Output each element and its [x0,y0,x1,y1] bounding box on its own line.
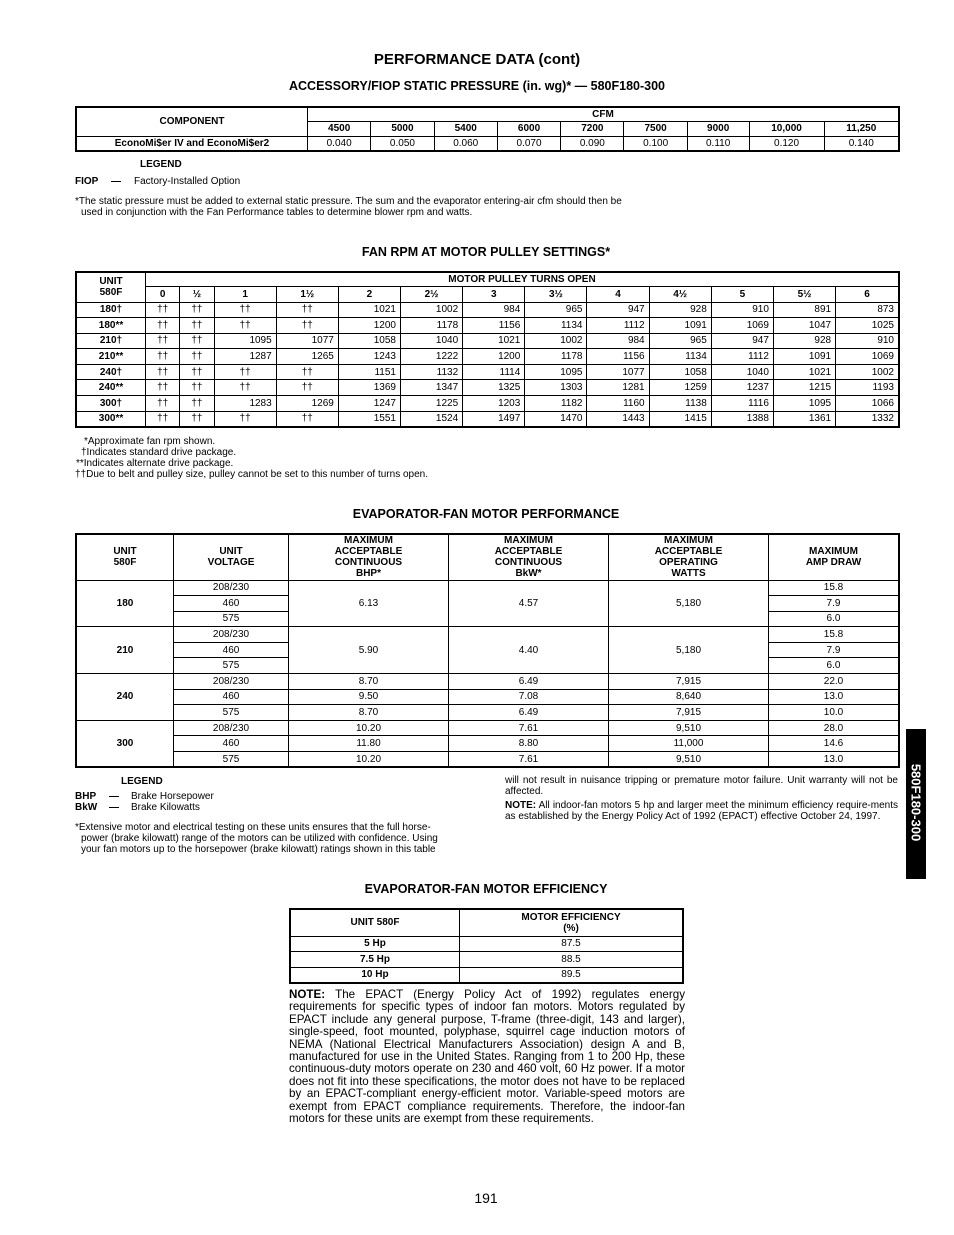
header-line: CONTINUOUS [494,557,563,569]
rpm-cell: 1182 [525,396,587,412]
bhp-cell: 10.20 [289,720,449,736]
static-pressure-table [75,106,900,152]
note-text: All indoor-fan motors 5 hp and larger meet the minimum efficiency require-ments as established by the Energy Policy Act of 1992 (EPACT) effective October 24, 1997. [505,800,898,822]
table-row [76,364,899,380]
rpm-cell: 984 [463,302,525,318]
rpm-cell: 928 [773,333,835,349]
turns-col-header: 0 [146,286,180,302]
amp-cell: 28.0 [769,720,900,736]
bkw-cell: 6.49 [449,705,609,721]
rpm-cell: 1156 [587,349,649,365]
voltage-cell: 460 [174,736,289,752]
watts-cell: 8,640 [609,689,769,705]
component-header: COMPONENT [76,107,308,136]
rpm-cell: 1203 [463,396,525,412]
bhp-cell: 8.70 [289,705,449,721]
rpm-cell: †† [180,318,214,334]
header-line: BkW* [515,568,542,580]
mp-footnote: power (brake kilowatt) range of the motors can be utilized with confidence. Using [81,833,438,844]
rpm-cell: 1116 [711,396,773,412]
bhp-cell: 10.20 [289,752,449,768]
table-row [76,411,899,427]
rpm-cell: 1047 [773,318,835,334]
rpm-cell: 1200 [338,318,400,334]
table-row [76,674,899,690]
voltage-cell: 208/230 [174,674,289,690]
rpm-cell: 1259 [649,380,711,396]
turns-col-header: 6 [836,286,899,302]
legend-definition: Brake Kilowatts [131,802,200,813]
rpm-cell: 1325 [463,380,525,396]
pressure-cell: 0.120 [749,136,824,151]
watts-cell: 5,180 [609,580,769,627]
voltage-cell: 575 [174,611,289,627]
rpm-cell: 1283 [214,396,276,412]
rpm-cell: †† [146,380,180,396]
mp-footnote: your fan motors up to the horsepower (brake kilowatt) ratings shown in this table [81,844,436,855]
bhp-cell: 9.50 [289,689,449,705]
voltage-cell: 575 [174,705,289,721]
mp-header-bkw [449,534,609,580]
turns-col-header: 3½ [525,286,587,302]
rpm-cell: †† [146,349,180,365]
header-line: UNIT [113,546,137,558]
rpm-cell: 1178 [401,318,463,334]
header-line: MOTOR EFFICIENCY [521,911,621,923]
cfm-col: 11,250 [824,121,899,136]
watts-cell: 7,915 [609,705,769,721]
bkw-cell: 7.61 [449,720,609,736]
bkw-cell: 6.49 [449,674,609,690]
amp-cell: 6.0 [769,611,900,627]
pressure-cell: 0.050 [371,136,434,151]
header-line: ACCEPTABLE [654,546,723,558]
voltage-cell: 208/230 [174,580,289,596]
voltage-cell: 460 [174,642,289,658]
header-line: AMP DRAW [805,557,862,569]
rpm-cell: 1066 [836,396,899,412]
rpm-cell: 1021 [773,364,835,380]
unit-cell: 300** [76,411,146,427]
rpm-cell: †† [180,364,214,380]
rpm-cell: 965 [525,302,587,318]
rpm-cell: 1160 [587,396,649,412]
page-number: 191 [474,1190,498,1206]
table-row [76,318,899,334]
amp-cell: 14.6 [769,736,900,752]
rpm-footnote: ††Due to belt and pulley size, pulley cannot be set to this number of turns open. [75,469,428,480]
rpm-cell: 1303 [525,380,587,396]
unit-cell: 180† [76,302,146,318]
rpm-cell: †† [276,380,338,396]
header-line: BHP* [355,568,381,580]
voltage-cell: 208/230 [174,627,289,643]
rpm-cell: 1134 [649,349,711,365]
header-line: OPERATING [659,557,718,569]
voltage-cell: 575 [174,752,289,768]
hp-cell: 5 Hp [290,936,460,952]
motor-performance-table [75,533,900,768]
rpm-cell: 1265 [276,349,338,365]
cfm-col: 7500 [624,121,687,136]
rpm-cell: 1114 [463,364,525,380]
unit-cell: 300† [76,396,146,412]
amp-cell: 22.0 [769,674,900,690]
voltage-cell: 208/230 [174,720,289,736]
watts-cell: 7,915 [609,674,769,690]
header-line: UNIT [219,546,243,558]
static-pressure-heading: ACCESSORY/FIOP STATIC PRESSURE (in. wg)* — 580F180-300 [288,79,665,93]
rpm-cell: 1225 [401,396,463,412]
rpm-cell: 1040 [711,364,773,380]
rpm-cell: †† [146,302,180,318]
rpm-cell: 1132 [401,364,463,380]
cfm-col: 7200 [561,121,624,136]
rpm-cell: 1002 [525,333,587,349]
rpm-cell: 1002 [401,302,463,318]
rpm-cell: †† [180,411,214,427]
rpm-cell: †† [276,411,338,427]
unit-cell: 240† [76,364,146,380]
rpm-cell: 910 [836,333,899,349]
turns-col-header: 4½ [649,286,711,302]
rpm-cell: †† [214,302,276,318]
fan-rpm-table [75,271,900,428]
static-footnote: *The static pressure must be added to external static pressure. The sum and the evaporator entering-air cfm should then be [75,196,622,207]
rpm-cell: †† [276,364,338,380]
legend-title: LEGEND [140,159,182,170]
mp-header-bhp [289,534,449,580]
header-line: 580F [113,557,137,569]
rpm-cell: 1058 [649,364,711,380]
amp-cell: 7.9 [769,596,900,612]
rpm-cell: 928 [649,302,711,318]
eff-header-efficiency [460,909,684,936]
rpm-cell: 1551 [338,411,400,427]
rpm-cell: †† [146,318,180,334]
rpm-cell: 1243 [338,349,400,365]
rpm-cell: 1021 [338,302,400,318]
page-title: PERFORMANCE DATA (cont) [373,51,581,68]
turns-header: MOTOR PULLEY TURNS OPEN [146,272,900,286]
table-row [76,720,899,736]
rpm-cell: 1091 [649,318,711,334]
mp-header-watts [609,534,769,580]
amp-cell: 6.0 [769,658,900,674]
legend-abbr: BHP [75,791,97,802]
rpm-cell: 1069 [711,318,773,334]
rpm-cell: 1388 [711,411,773,427]
pressure-cell: 0.100 [624,136,687,151]
rpm-cell: 1002 [836,364,899,380]
unit-cell: 180 [76,580,174,627]
rpm-cell: 1021 [463,333,525,349]
rpm-cell: 1332 [836,411,899,427]
rpm-cell: 1222 [401,349,463,365]
unit-cell: 180** [76,318,146,334]
rpm-cell: 1470 [525,411,587,427]
legend-definition: Brake Horsepower [131,791,214,802]
turns-col-header: 3 [463,286,525,302]
amp-cell: 13.0 [769,689,900,705]
amp-cell: 13.0 [769,752,900,768]
legend-abbr: FIOP [75,176,99,187]
rpm-cell: 1237 [711,380,773,396]
rpm-cell: †† [276,318,338,334]
epact-note [289,989,685,1125]
header-line: MAXIMUM [809,546,858,558]
mp-note [505,800,898,822]
rpm-cell: 947 [587,302,649,318]
table-row [76,349,899,365]
fan-rpm-heading: FAN RPM AT MOTOR PULLEY SETTINGS* [361,245,611,259]
rpm-cell: †† [146,411,180,427]
rpm-cell: 1095 [525,364,587,380]
voltage-cell: 460 [174,689,289,705]
table-row [76,380,899,396]
note-label: NOTE: [505,800,537,811]
bkw-cell: 8.80 [449,736,609,752]
mp-footnote-continued: will not result in nuisance tripping or premature motor failure. Unit warranty will not be affected. [505,775,898,797]
rpm-cell: 1134 [525,318,587,334]
rpm-cell: 1215 [773,380,835,396]
cfm-col: 6000 [497,121,560,136]
unit-cell: 210** [76,349,146,365]
hp-cell: 10 Hp [290,967,460,983]
watts-cell: 11,000 [609,736,769,752]
bkw-cell: 7.61 [449,752,609,768]
rpm-cell: 1361 [773,411,835,427]
voltage-cell: 460 [174,596,289,612]
cfm-header: CFM [308,107,900,121]
efficiency-cell: 88.5 [460,952,684,968]
hp-cell: 7.5 Hp [290,952,460,968]
side-tab-label: 580F180-300 [908,763,924,842]
rpm-cell: 1058 [338,333,400,349]
mp-footnote: *Extensive motor and electrical testing on these units ensures that the full horse- [75,822,431,833]
table-row [76,752,899,768]
rpm-cell: †† [180,333,214,349]
rpm-cell: 1524 [401,411,463,427]
rpm-cell: 1193 [836,380,899,396]
amp-cell: 7.9 [769,642,900,658]
turns-col-header: ½ [180,286,214,302]
rpm-cell: 1069 [836,349,899,365]
voltage-cell: 575 [174,658,289,674]
pressure-cell: 0.060 [434,136,497,151]
note-label: NOTE: [289,988,326,1001]
rpm-cell: 1138 [649,396,711,412]
note-text: The EPACT (Energy Policy Act of 1992) regulates energy requirements for specific types of indoor fan motors. Motors regulated by EPACT include any general purpose, T-frame (three-digit, 143 and larger), single-speed, foot mounted, polyphase, squirrel cage induction motors of NEMA (National Electrical Manufacturers Association) design A and B, manufactured for use in the United States. Ranging from 1 to 200 Hp, these continuous-duty motors operate on 230 and 460 volt, 60 Hz power. If a motor does not fit into these specifications, the motor does not have to be replaced by an EPACT-compliant energy-efficient motor. Variable-speed motors are exempt from EPACT compliance requirements. Therefore, the indoor-fan motors for these units are exempt from these requirements. [289,988,685,1126]
bhp-cell: 5.90 [289,627,449,674]
table-row [76,689,899,705]
rpm-cell: †† [180,349,214,365]
rpm-cell: 1497 [463,411,525,427]
legend-dash: — [109,802,119,813]
unit-cell: 300 [76,720,174,767]
amp-cell: 10.0 [769,705,900,721]
cfm-col: 10,000 [749,121,824,136]
header-line: VOLTAGE [207,557,255,569]
mp-header-amp [769,534,900,580]
header-line: ACCEPTABLE [494,546,563,558]
rpm-cell: 1095 [773,396,835,412]
legend-dash: — [109,791,119,802]
rpm-cell: 1091 [773,349,835,365]
pressure-cell: 0.090 [561,136,624,151]
bkw-cell: 4.57 [449,580,609,627]
motor-efficiency-table [289,908,684,984]
table-row [76,396,899,412]
rpm-cell: 1151 [338,364,400,380]
header-line: MAXIMUM [344,535,393,547]
rpm-footnote: **Indicates alternate drive package. [76,458,234,469]
watts-cell: 5,180 [609,627,769,674]
turns-col-header: 2½ [401,286,463,302]
header-line: ACCEPTABLE [334,546,403,558]
amp-cell: 15.8 [769,627,900,643]
turns-col-header: 1 [214,286,276,302]
cfm-col: 4500 [308,121,371,136]
mp-header-unit [76,534,174,580]
rpm-cell: 1287 [214,349,276,365]
rpm-cell: 1112 [711,349,773,365]
static-footnote: used in conjunction with the Fan Performance tables to determine blower rpm and watts. [81,207,473,218]
rpm-cell: 1112 [587,318,649,334]
table-row [76,580,899,596]
amp-cell: 15.8 [769,580,900,596]
efficiency-cell: 87.5 [460,936,684,952]
rpm-cell: 1281 [587,380,649,396]
watts-cell: 9,510 [609,720,769,736]
bkw-cell: 7.08 [449,689,609,705]
unit-cell: 210† [76,333,146,349]
rpm-cell: †† [214,380,276,396]
rpm-cell: 1415 [649,411,711,427]
rpm-cell: †† [276,302,338,318]
bkw-cell: 4.40 [449,627,609,674]
pressure-cell: 0.140 [824,136,899,151]
table-row [290,967,683,983]
rpm-cell: 891 [773,302,835,318]
rpm-cell: 873 [836,302,899,318]
rpm-cell: †† [180,302,214,318]
rpm-cell: 910 [711,302,773,318]
rpm-cell: †† [146,333,180,349]
header-line: (%) [563,922,579,934]
rpm-cell: 1156 [463,318,525,334]
cfm-col: 5000 [371,121,434,136]
rpm-cell: †† [146,396,180,412]
section-side-tab [906,729,926,879]
rpm-cell: 1269 [276,396,338,412]
table-row [290,936,683,952]
rpm-cell: 1247 [338,396,400,412]
rpm-cell: 965 [649,333,711,349]
rpm-cell: 1200 [463,349,525,365]
turns-col-header: 2 [338,286,400,302]
rpm-cell: 1095 [214,333,276,349]
rpm-cell: 1025 [836,318,899,334]
rpm-cell: †† [214,318,276,334]
table-row [290,952,683,968]
turns-col-header: 4 [587,286,649,302]
rpm-cell: 1077 [276,333,338,349]
mp-header-voltage [174,534,289,580]
cfm-col: 9000 [687,121,749,136]
rpm-cell: 1178 [525,349,587,365]
rpm-cell: †† [146,364,180,380]
eff-header-unit: UNIT 580F [290,909,460,936]
legend-definition: Factory-Installed Option [134,176,241,187]
header-line: CONTINUOUS [334,557,403,569]
unit-cell: 240** [76,380,146,396]
rpm-cell: 984 [587,333,649,349]
unit-header-line: UNIT [99,276,123,288]
rpm-cell: †† [214,411,276,427]
bhp-cell: 8.70 [289,674,449,690]
rpm-footnote: †Indicates standard drive package. [81,447,237,458]
rpm-cell: 1369 [338,380,400,396]
table-row [76,736,899,752]
turns-col-header: 1½ [276,286,338,302]
turns-col-header: 5½ [773,286,835,302]
header-line: MAXIMUM [504,535,553,547]
rpm-cell: 1040 [401,333,463,349]
unit-header-line: 580F [99,287,123,299]
rpm-cell: 1443 [587,411,649,427]
legend-abbr: BkW [75,802,98,813]
table-row [76,302,899,318]
table-row [76,627,899,643]
header-line: MAXIMUM [664,535,713,547]
unit-cell: 240 [76,674,174,721]
component-name: EconoMi$er IV and EconoMi$er2 [76,136,308,151]
rpm-cell: †† [180,380,214,396]
pressure-cell: 0.070 [497,136,560,151]
legend-dash: — [111,176,121,187]
bhp-cell: 11.80 [289,736,449,752]
motor-performance-heading: EVAPORATOR-FAN MOTOR PERFORMANCE [352,507,620,521]
rpm-cell: 1077 [587,364,649,380]
turns-col-header: 5 [711,286,773,302]
rpm-cell: 1347 [401,380,463,396]
bhp-cell: 6.13 [289,580,449,627]
mp-legend-title: LEGEND [121,776,163,787]
motor-efficiency-heading: EVAPORATOR-FAN MOTOR EFFICIENCY [364,882,608,896]
unit-header [76,272,146,302]
pressure-cell: 0.040 [308,136,371,151]
table-row [76,333,899,349]
efficiency-cell: 89.5 [460,967,684,983]
pressure-cell: 0.110 [687,136,749,151]
rpm-footnote: *Approximate fan rpm shown. [84,436,216,447]
header-line: WATTS [671,568,706,580]
table-row [76,705,899,721]
cfm-col: 5400 [434,121,497,136]
rpm-cell: †† [214,364,276,380]
rpm-cell: 947 [711,333,773,349]
unit-cell: 210 [76,627,174,674]
watts-cell: 9,510 [609,752,769,768]
rpm-cell: †† [180,396,214,412]
